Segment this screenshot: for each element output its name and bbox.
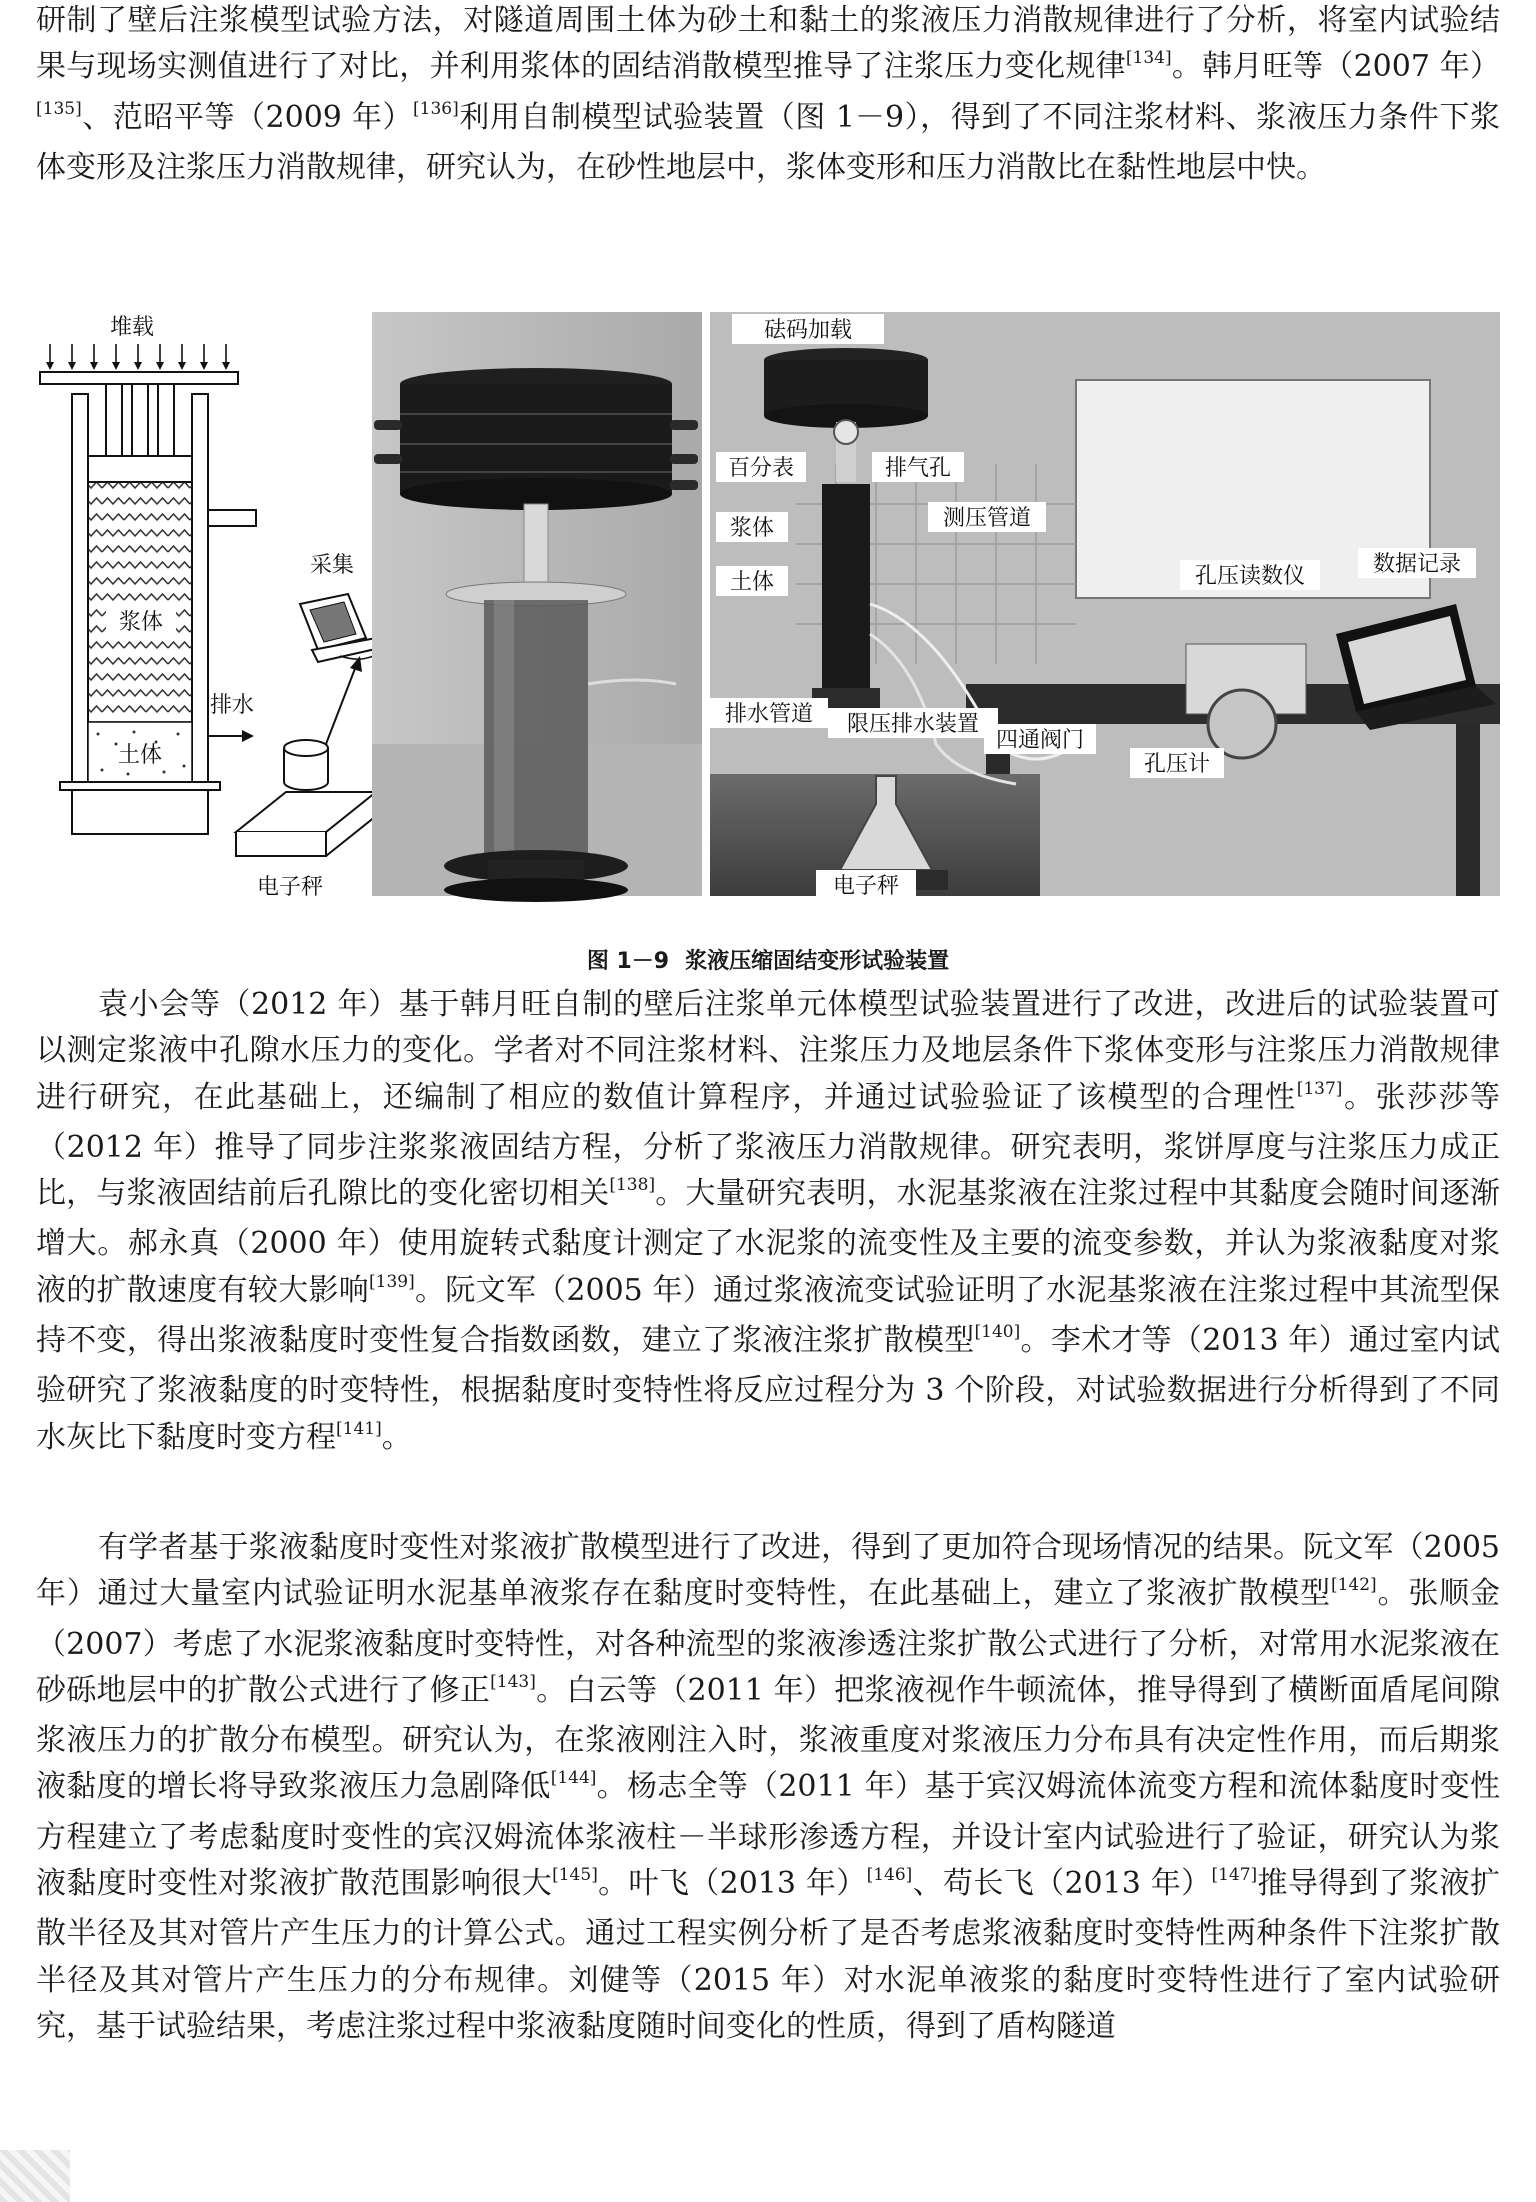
citation-ref: [135]	[36, 98, 82, 119]
text-run: 袁小会等（2012 年）基于韩月旺自制的壁后注浆单元体模型试验装置进行了改进，改进后的试验装置可以测定浆液中孔隙水压力的变化。学者对不同注浆材料、注浆压力及地层条件下浆体变形与注浆压力消散规律进行研究，在此基础上，还编制了相应的数值计算程序，并通过试验验证了该模型的合理性	[36, 987, 1500, 1115]
text-run: 。李术才等（2013 年）通过室内试验研究了浆液黏度的时变特性，根据黏度时变特性将反应过程分为 3 个阶段，对试验数据进行分析得到了不同水灰比下黏度时变方程	[36, 1323, 1501, 1455]
citation-ref: [136]	[413, 98, 459, 119]
label-photo-scale: 电子秤	[832, 874, 900, 899]
scale-drawing	[236, 740, 376, 856]
label-weights: 砝码加载	[763, 318, 853, 343]
paragraph-2	[36, 982, 1500, 1465]
label-drain-pipe: 排水管道	[724, 702, 814, 727]
citation-ref: [139]	[369, 1271, 415, 1292]
text-run: 、苟长飞（2013 年）	[912, 1866, 1212, 1902]
label-load: 堆载	[109, 315, 155, 340]
paragraph-1	[36, 0, 1500, 191]
photo-setup	[710, 312, 1500, 900]
figure-caption	[0, 944, 1536, 975]
label-four-way-valve: 四通阀门	[995, 728, 1085, 753]
citation-ref: [144]	[550, 1768, 597, 1789]
citation-ref: [145]	[552, 1865, 598, 1886]
text-run: 。张莎莎等（2012 年）推导了同步注浆浆液固结方程，分析了浆液压力消散规律。研究表明，浆饼厚度与注浆压力成正比，与浆液固结前后孔隙比的变化密切相关	[36, 1079, 1501, 1212]
citation-ref: [142]	[1330, 1575, 1377, 1596]
citation-ref: [138]	[609, 1175, 656, 1196]
label-limit-drain: 限压排水装置	[846, 712, 980, 737]
label-photo-slurry: 浆体	[729, 516, 775, 541]
label-pressure-pipe: 测压管道	[942, 506, 1032, 531]
text-run: 推导得到了浆液扩散半径及其对管片产生压力的计算公式。通过工程实例分析了是否考虑浆液黏度时变特性两种条件下注浆扩散半径及其对管片产生压力的分布规律。刘健等（2015 年）对水泥单液浆的黏度时变特性进行了室内试验研究，基于试验结果，考虑注浆过程中浆液黏度随时间变化的性质，得到了盾构隧道	[36, 1866, 1501, 2044]
label-slurry: 浆体	[118, 610, 164, 635]
citation-ref: [147]	[1211, 1865, 1258, 1886]
text-run: 。韩月旺等（2007 年）	[1171, 49, 1501, 85]
label-collect: 采集	[309, 553, 355, 578]
figure-title: 浆液压缩固结变形试验装置	[685, 949, 950, 974]
text-run: 利用自制模型试验装置（图 1－9），得到了不同注浆材料、浆液压力条件下浆体变形及注浆压力消散规律，研究认为，在砂性地层中，浆体变形和压力消散比在黏性地层中快。	[36, 99, 1500, 185]
citation-ref: [141]	[336, 1418, 382, 1439]
load-arrows	[50, 344, 226, 364]
photo-cylinder	[372, 312, 702, 902]
text-run: 、范昭平等（2009 年）	[81, 99, 414, 135]
label-pore-meter: 孔压读数仪	[1194, 564, 1306, 589]
text-run: 。白云等（2011 年）把浆液视作牛顿流体，推导得到了横断面盾尾间隙浆液压力的扩散分布模型。研究认为，在浆液刚注入时，浆液重度对浆液压力分布具有决定性作用，而后期浆液黏度的增长将导致浆液压力急剧降低	[36, 1672, 1501, 1805]
text-run: 。阮文军（2005 年）通过浆液流变试验证明了水泥基浆液在注浆过程中其流型保持不变，得出浆液黏度时变性复合指数函数，建立了浆液注浆扩散模型	[36, 1272, 1500, 1359]
label-drain: 排水	[209, 693, 255, 718]
label-scale: 电子秤	[256, 875, 324, 900]
text-run: 研制了壁后注浆模型试验方法，对隧道周围土体为砂土和黏土的浆液压力消散规律进行了分析，将室内试验结果与现场实测值进行了对比，并利用浆体的固结消散模型推导了注浆压力变化规律	[36, 3, 1500, 85]
label-pore-gauge: 孔压计	[1143, 752, 1211, 777]
text-run: 。叶飞（2013 年）	[597, 1866, 867, 1902]
citation-ref: [137]	[1296, 1078, 1343, 1099]
label-vent: 排气孔	[884, 456, 952, 481]
label-photo-soil: 土体	[729, 570, 775, 595]
text-run: 。	[381, 1419, 412, 1455]
text-run: 。大量研究表明，水泥基浆液在注浆过程中其黏度会随时间逐渐增大。郝永真（2000 年）使用旋转式黏度计测定了水泥浆的流变性及主要的流变参数，并认为浆液黏度对浆液的扩散速度有较大影响	[36, 1176, 1501, 1308]
label-soil: 土体	[117, 743, 163, 768]
citation-ref: [134]	[1125, 48, 1172, 69]
text-run: 有学者基于浆液黏度时变性对浆液扩散模型进行了改进，得到了更加符合现场情况的结果。阮文军（2005 年）通过大量室内试验证明水泥基单液浆存在黏度时变特性，在此基础上，建立了浆液扩散模型	[36, 1530, 1500, 1612]
citation-ref: [146]	[866, 1865, 913, 1886]
page-corner-mark	[0, 2150, 70, 2202]
figure-1-9	[36, 304, 1500, 904]
label-dial-gauge: 百分表	[727, 456, 795, 481]
text-run: 。杨志全等（2011 年）基于宾汉姆流体流变方程和流体黏度时变性方程建立了考虑黏度时变性的宾汉姆流体浆液柱－半球形渗透方程，并设计室内试验进行了验证，研究认为浆液黏度时变性对浆液扩散范围影响很大	[36, 1769, 1500, 1902]
schematic-diagram	[40, 315, 396, 900]
citation-ref: [143]	[490, 1671, 536, 1692]
label-data-record: 数据记录	[1372, 552, 1462, 577]
figure-number: 图 1－9	[586, 949, 670, 974]
paragraph-3	[36, 1525, 1500, 2050]
citation-ref: [140]	[974, 1322, 1021, 1343]
text-run: 。张顺金（2007）考虑了水泥浆液黏度时变特性，对各种流型的浆液渗透注浆扩散公式进行了分析，对常用水泥浆液在砂砾地层中的扩散公式进行了修正	[36, 1576, 1501, 1708]
